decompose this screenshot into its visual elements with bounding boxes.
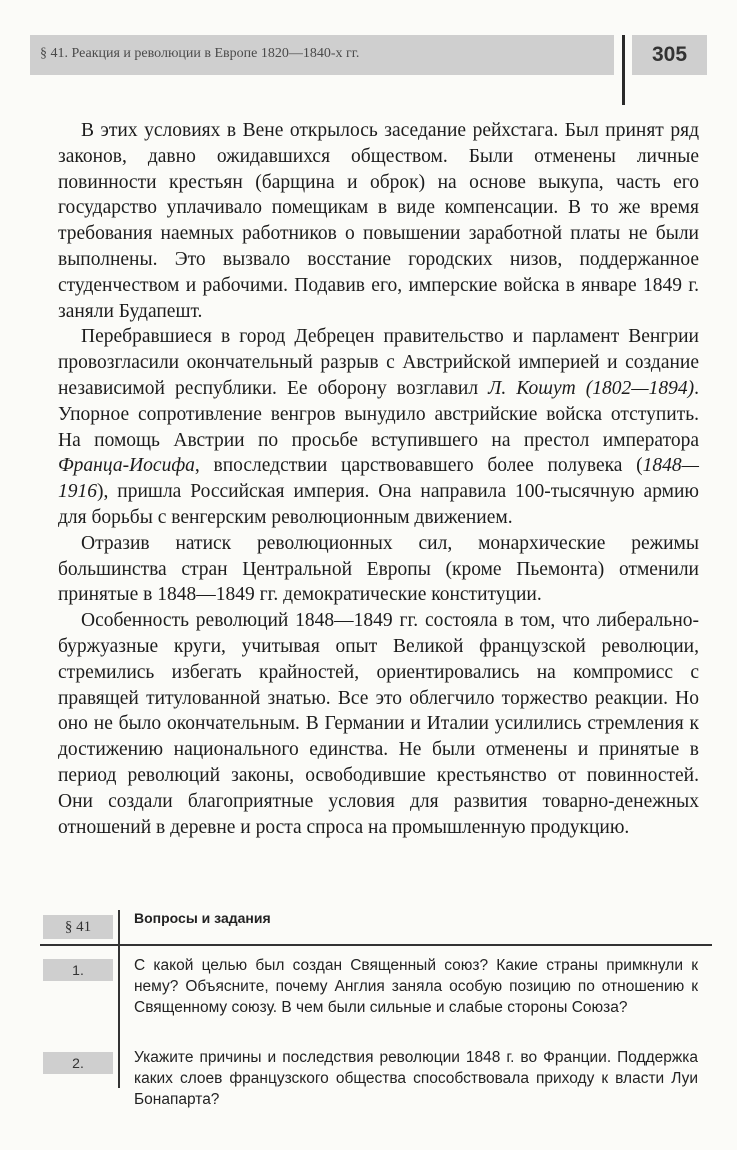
page-number: 305 bbox=[651, 43, 688, 66]
body-paragraph bbox=[58, 531, 699, 608]
text-run: Перебравшиеся в город Дебрецен правительство и парламент Венгрии провозгласили окончательный разрыв с Австрийской империей и создание независимой республики. Ее оборону возглавил bbox=[58, 326, 699, 399]
text-run: Отразив натиск революционных сил, монархические режимы большинства стран Центральной Европы (кроме Пьемонта) отменили принятые в 1848—1849 гг. демократические конституции. bbox=[58, 532, 699, 606]
body-paragraph bbox=[58, 118, 699, 324]
italic-run: 1848—1916 bbox=[58, 455, 699, 503]
question-text: С какой целью был создан Священный союз? Какие страны примкнули к нему? Объясните, почему Англия заняла особую позицию по отношению к Священному союзу. В чем были сильные и слабые стороны Союза? bbox=[134, 957, 698, 1016]
questions-section-tag: § 41 bbox=[43, 915, 113, 939]
body-paragraph bbox=[58, 608, 699, 840]
italic-run: Л. Кошут (1802—1894) bbox=[488, 377, 695, 399]
text-run: . Упорное сопротивление венгров вынудило австрийские войска отступить. На помощь Австрии по просьбе вступившего на престол императора bbox=[58, 377, 699, 451]
text-run: В этих условиях в Вене открылось заседание рейхстага. Был принят ряд законов, давно ожидавшихся обществом. Были отменены личные повинности крестьян (барщина и оброк) на основе выкупа, часть его государство уплачивало помещикам в виде компенсации. В то же время требования наемных работников о повышении заработной платы не были выполнены. Это вызвало восстание городских низов, поддержанное студенчеством и рабочими. Подавив его, имперские войска в январе 1849 г. заняли Будапешт. bbox=[58, 120, 699, 322]
questions-section-title: Вопросы и задания bbox=[134, 910, 271, 926]
header-divider bbox=[622, 35, 625, 105]
text-run: ), пришла Российская империя. Она направила 100-тысячную армию для борьбы с венгерским революционным движением. bbox=[58, 481, 699, 528]
body-text bbox=[58, 118, 699, 840]
body-paragraph bbox=[58, 324, 699, 530]
question-number: 1. bbox=[43, 959, 113, 981]
question-number: 2. bbox=[43, 1052, 113, 1074]
questions-vertical-rule bbox=[118, 910, 120, 1088]
question-text: Укажите причины и последствия революции 1848 г. во Франции. Поддержка каких слоев французского общества способствовала приходу к власти Луи Бонапарта? bbox=[134, 1049, 698, 1108]
italic-run: Франца-Иосифа bbox=[58, 455, 195, 477]
running-header-title: § 41. Реакция и революции в Европе 1820—1840-х гг. bbox=[40, 46, 360, 61]
text-run: , впоследствии царствовавшего более полувека ( bbox=[194, 455, 643, 477]
questions-header-rule bbox=[40, 944, 712, 946]
text-run: Особенность революций 1848—1849 гг. состояла в том, что либерально-буржуазные круги, учитывая опыт Великой французской революции, стремились избегать крайностей, ориентировались на компромисс с правящей титулованной знатью. Все это облегчило торжество реакции. Но оно не было окончательным. В Германии и Италии усилились стремления к достижению национального единства. Не были отменены и принятые в период революций законы, освободившие крестьянство от повинностей. Они создали благоприятные условия для развития товарно-денежных отношений в деревне и роста спроса на промышленную продукцию. bbox=[58, 610, 699, 838]
